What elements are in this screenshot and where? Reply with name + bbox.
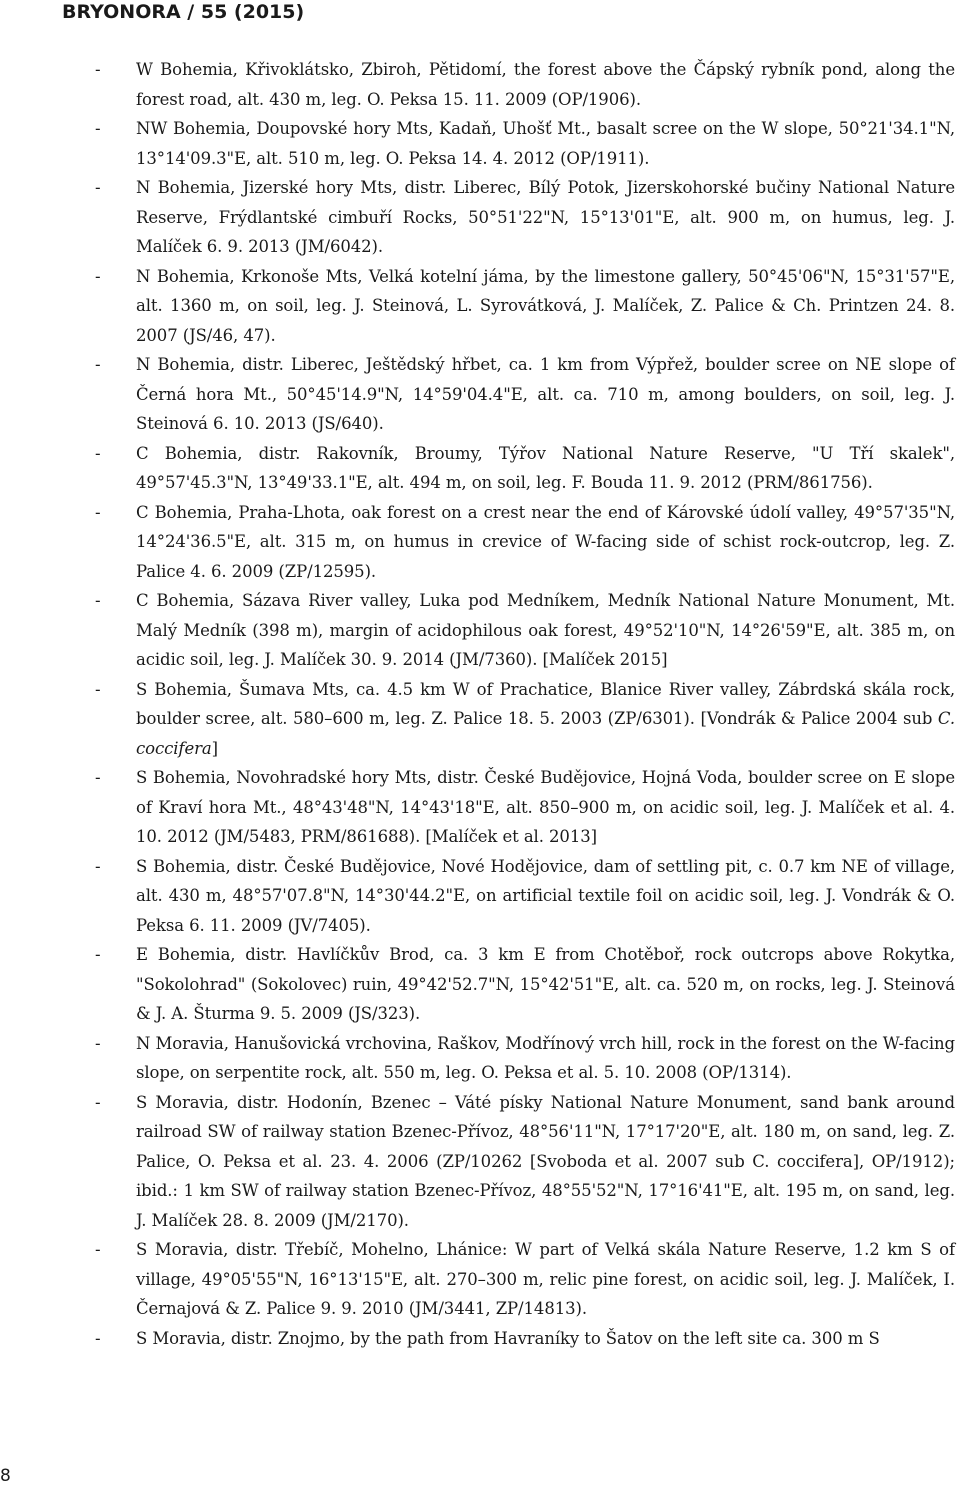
list-item: [95, 1088, 955, 1236]
list-item: [95, 763, 955, 852]
list-bullet: -: [95, 266, 101, 286]
list-item: [95, 439, 955, 498]
list-bullet: -: [95, 1328, 101, 1348]
species-name: C. coccifera: [136, 709, 955, 758]
entry-text: S Moravia, distr. Hodonín, Bzenec – Váté písky National Nature Monument, sand bank around railroad SW of railway station Bzenec-Přívoz, 48°56'11"N, 17°17'20"E, alt. 180 m, on sand, leg. Z. Palice, O. Peksa et al. 23. 4. 2006 (ZP/10262 [Svoboda et al. 2007 sub C. coccifera], OP/1912); ibid.: 1 km SW of railway station Bzenec-Přívoz, 48°55'52"N, 17°16'41"E, alt. 195 m, on sand, leg. J. Malíček 28. 8. 2009 (JM/2170).: [136, 1092, 955, 1230]
list-item: [95, 114, 955, 173]
list-item: [95, 852, 955, 941]
entry-text: W Bohemia, Křivoklátsko, Zbiroh, Pětidomí, the forest above the Čápský rybník pond, along the forest road, alt. 430 m, leg. O. Peksa 15. 11. 2009 (OP/1906).: [136, 60, 955, 109]
list-item: [95, 173, 955, 262]
list-bullet: -: [95, 1033, 101, 1053]
entry-text: S Bohemia, distr. České Budějovice, Nové Hodějovice, dam of settling pit, c. 0.7 km NE of village, alt. 430 m, 48°57'07.8"N, 14°30'44.2"E, on artificial textile foil on acidic soil, leg. J. Vondrák & O. Peksa 6. 11. 2009 (JV/7405).: [136, 856, 955, 935]
list-bullet: -: [95, 355, 101, 374]
list-bullet: -: [95, 60, 101, 79]
list-bullet: -: [95, 178, 101, 197]
list-bullet: -: [95, 591, 101, 610]
list-bullet: -: [95, 1092, 101, 1112]
list-item: [95, 55, 955, 114]
list-bullet: -: [95, 856, 101, 876]
list-item: [95, 1029, 955, 1088]
entry-text: S Moravia, distr. Třebíč, Mohelno, Lhánice: W part of Velká skála Nature Reserve, 1.2 km S of village, 49°05'55"N, 16°13'15"E, alt. 270–300 m, relic pine forest, on acidic soil, leg. J. Malíček, I. Černajová & Z. Palice 9. 9. 2010 (JM/3441, ZP/14813).: [136, 1240, 955, 1318]
page-number: 8: [0, 1466, 11, 1486]
list-item: [95, 498, 955, 587]
entry-text: N Bohemia, Jizerské hory Mts, distr. Liberec, Bílý Potok, Jizerskohorské bučiny National Nature Reserve, Frýdlantské cimbuří Rocks, 50°51'22"N, 15°13'01"E, alt. 900 m, on humus, leg. J. Malíček 6. 9. 2013 (JM/6042).: [136, 178, 955, 256]
entry-text: N Moravia, Hanušovická vrchovina, Raškov, Modřínový vrch hill, rock in the forest on the W-facing slope, on serpentite rock, alt. 550 m, leg. O. Peksa et al. 5. 10. 2008 (OP/1314).: [136, 1033, 955, 1082]
entry-text: E Bohemia, distr. Havlíčkův Brod, ca. 3 km E from Chotěboř, rock outcrops above Rokytka, "Sokolohrad" (Sokolovec) ruin, 49°42'52.7"N, 15°42'51"E, alt. ca. 520 m, on rocks, leg. J. Steinová & J. A. Šturma 9. 5. 2009 (JS/323).: [136, 945, 955, 1023]
list-bullet: -: [95, 768, 101, 787]
list-bullet: -: [95, 1240, 101, 1259]
list-bullet: -: [95, 679, 101, 699]
entry-tail: ]: [211, 738, 218, 758]
list-item: [95, 262, 955, 351]
list-item: [95, 1235, 955, 1324]
list-bullet: -: [95, 443, 101, 463]
list-bullet: -: [95, 945, 101, 964]
entry-text: C Bohemia, distr. Rakovník, Broumy, Týřov National Nature Reserve, "U Tří skalek", 49°57'45.3"N, 13°49'33.1"E, alt. 494 m, on soil, leg. F. Bouda 11. 9. 2012 (PRM/861756).: [136, 443, 955, 492]
entry-text: S Moravia, distr. Znojmo, by the path from Havraníky to Šatov on the left site ca. 300 m S: [136, 1328, 880, 1348]
list-item: [95, 940, 955, 1029]
entry-text: S Bohemia, Šumava Mts, ca. 4.5 km W of Prachatice, Blanice River valley, Zábrdská skála rock, boulder scree, alt. 580–600 m, leg. Z. Palice 18. 5. 2003 (ZP/6301). [Vondrák & Palice 2004 sub: [136, 679, 955, 728]
list-item: [95, 586, 955, 675]
list-item: [95, 675, 955, 764]
entry-text: N Bohemia, Krkonoše Mts, Velká kotelní jáma, by the limestone gallery, 50°45'06"N, 15°31'57"E, alt. 1360 m, on soil, leg. J. Steinová, L. Syrovátková, J. Malíček, Z. Palice & Ch. Printzen 24. 8. 2007 (JS/46, 47).: [136, 266, 955, 345]
list-item: [95, 1324, 955, 1354]
entry-text: NW Bohemia, Doupovské hory Mts, Kadaň, Uhošť Mt., basalt scree on the W slope, 50°21'34.1"N, 13°14'09.3"E, alt. 510 m, leg. O. Peksa 14. 4. 2012 (OP/1911).: [136, 119, 955, 168]
list-bullet: -: [95, 502, 101, 522]
entry-text: S Bohemia, Novohradské hory Mts, distr. České Budějovice, Hojná Voda, boulder scree on E slope of Kraví hora Mt., 48°43'48"N, 14°43'18"E, alt. 850–900 m, on acidic soil, leg. J. Malíček et al. 4. 10. 2012 (JM/5483, PRM/861688). [Malíček et al. 2013]: [136, 768, 955, 846]
list-bullet: -: [95, 119, 101, 138]
entry-text: C Bohemia, Praha-Lhota, oak forest on a crest near the end of Károvské údolí valley, 49°57'35"N, 14°24'36.5"E, alt. 315 m, on humus in crevice of W-facing side of schist rock-outcrop, leg. Z. Palice 4. 6. 2009 (ZP/12595).: [136, 502, 955, 581]
entry-text: C Bohemia, Sázava River valley, Luka pod Medníkem, Medník National Nature Monument, Mt. Malý Medník (398 m), margin of acidophilous oak forest, 49°52'10"N, 14°26'59"E, alt. 385 m, on acidic soil, leg. J. Malíček 30. 9. 2014 (JM/7360). [Malíček 2015]: [136, 591, 955, 669]
specimen-list: [95, 55, 955, 1353]
running-head: BRYONORA / 55 (2015): [62, 1, 305, 23]
entry-text: N Bohemia, distr. Liberec, Ještědský hřbet, ca. 1 km from Výpřež, boulder scree on NE slope of Černá hora Mt., 50°45'14.9"N, 14°59'04.4"E, alt. ca. 710 m, among boulders, on soil, leg. J. Steinová 6. 10. 2013 (JS/640).: [136, 355, 955, 433]
list-item: [95, 350, 955, 439]
